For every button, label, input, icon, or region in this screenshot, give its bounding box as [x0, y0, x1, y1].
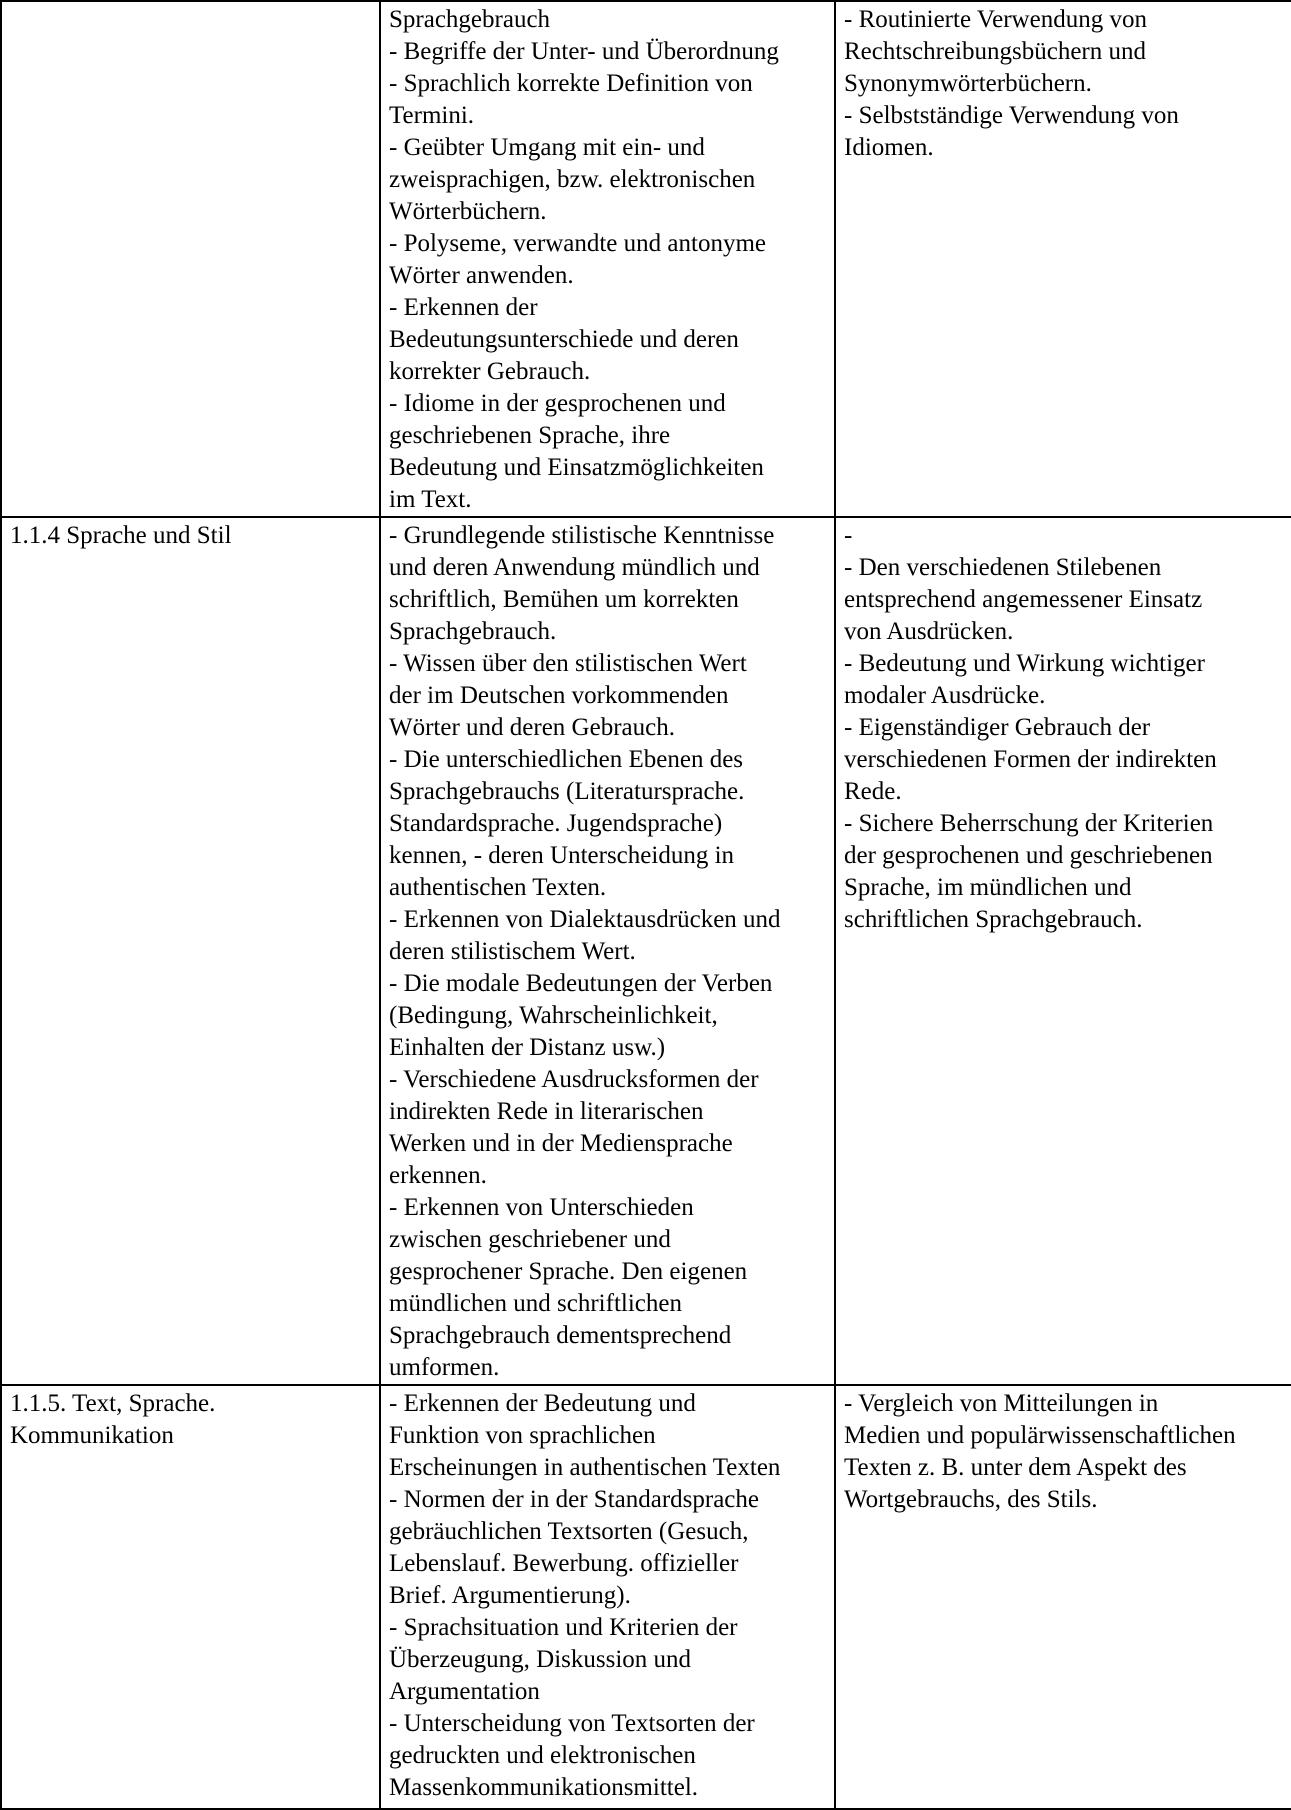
text-line: - Erkennen von Unterschieden	[389, 1194, 694, 1221]
text-line: - Grundlegende stilistische Kenntnisse	[389, 522, 775, 549]
text-line: - Wissen über den stilistischen Wert	[389, 650, 747, 677]
text-line: gebräuchlichen Textsorten (Gesuch,	[389, 1518, 749, 1545]
text-line: - Geübter Umgang mit ein- und	[389, 134, 705, 161]
text-line: Bedeutungsunterschiede und deren	[389, 326, 739, 353]
text-line: Texten z. B. unter dem Aspekt des	[844, 1454, 1187, 1481]
topic-cell	[1, 1385, 380, 1809]
content-cell	[380, 1, 835, 517]
text-line: Funktion von sprachlichen	[389, 1422, 656, 1449]
requirements-cell	[835, 1, 1291, 517]
text-line: Überzeugung, Diskussion und	[389, 1646, 692, 1673]
text-line: umformen.	[389, 1354, 500, 1381]
topic-cell	[1, 517, 380, 1385]
text-line: korrekter Gebrauch.	[389, 358, 591, 385]
text-line: - Unterscheidung von Textsorten der	[389, 1710, 755, 1737]
text-line: - Den verschiedenen Stilebenen	[844, 554, 1162, 581]
text-line: verschiedenen Formen der indirekten	[844, 746, 1217, 773]
text-line: - Begriffe der Unter- und Überordnung	[389, 38, 779, 65]
text-line: Sprachgebrauch	[389, 6, 551, 33]
text-line: der gesprochenen und geschriebenen	[844, 842, 1213, 869]
text-line: - Idiome in der gesprochenen und	[389, 390, 726, 417]
text-line: Einhalten der Distanz usw.)	[389, 1034, 666, 1061]
text-line: - Verschiedene Ausdrucksformen der	[389, 1066, 759, 1093]
text-line: 1.1.4 Sprache und Stil	[10, 522, 232, 549]
text-line: Massenkommunikationsmittel.	[389, 1774, 699, 1801]
text-line: indirekten Rede in literarischen	[389, 1098, 704, 1125]
text-line: gesprochener Sprache. Den eigenen	[389, 1258, 748, 1285]
text-line: Wörter anwenden.	[389, 262, 574, 289]
text-line: - Sprachsituation und Kriterien der	[389, 1614, 738, 1641]
text-line: - Sprachlich korrekte Definition von	[389, 70, 753, 97]
text-line: Bedeutung und Einsatzmöglichkeiten	[389, 454, 764, 481]
topic-cell	[1, 1, 380, 517]
text-line: von Ausdrücken.	[844, 618, 1014, 645]
text-line: entsprechend angemessener Einsatz	[844, 586, 1203, 613]
text-line: geschriebenen Sprache, ihre	[389, 422, 671, 449]
text-line: Medien und populärwissenschaftlichen	[844, 1422, 1236, 1449]
table-row	[1, 1, 1291, 517]
content-cell	[380, 517, 835, 1385]
text-line: - Erkennen von Dialektausdrücken und	[389, 906, 781, 933]
content-cell	[380, 1385, 835, 1809]
text-line: (Bedingung, Wahrscheinlichkeit,	[389, 1002, 718, 1029]
text-line: zwischen geschriebener und	[389, 1226, 671, 1253]
text-line: Sprachgebrauchs (Literatursprache.	[389, 778, 745, 805]
text-line: Sprachgebrauch dementsprechend	[389, 1322, 732, 1349]
text-line: Erscheinungen in authentischen Texten	[389, 1454, 781, 1481]
text-line: zweisprachigen, bzw. elektronischen	[389, 166, 756, 193]
text-line: Argumentation	[389, 1678, 540, 1705]
text-line: kennen, - deren Unterscheidung in	[389, 842, 735, 869]
text-line: schriftlichen Sprachgebrauch.	[844, 906, 1143, 933]
text-line: Sprachgebrauch.	[389, 618, 557, 645]
text-line: -	[844, 522, 853, 549]
text-line: Synonymwörterbüchern.	[844, 70, 1092, 97]
text-line: Sprache, im mündlichen und	[844, 874, 1132, 901]
text-line: 1.1.5. Text, Sprache.	[10, 1390, 216, 1417]
requirements-cell	[835, 517, 1291, 1385]
text-line: - Erkennen der Bedeutung und	[389, 1390, 696, 1417]
text-line: und deren Anwendung mündlich und	[389, 554, 760, 581]
text-line: - Vergleich von Mitteilungen in	[844, 1390, 1159, 1417]
text-line: Standardsprache. Jugendsprache)	[389, 810, 723, 837]
text-line: Rechtschreibungsbüchern und	[844, 38, 1147, 65]
text-line: mündlichen und schriftlichen	[389, 1290, 682, 1317]
text-line: deren stilistischem Wert.	[389, 938, 636, 965]
table-row	[1, 1385, 1291, 1809]
text-line: im Text.	[389, 486, 472, 513]
text-line: gedruckten und elektronischen	[389, 1742, 696, 1769]
text-line: Wörterbüchern.	[389, 198, 547, 225]
text-line: Rede.	[844, 778, 902, 805]
text-line: - Sichere Beherrschung der Kriterien	[844, 810, 1214, 837]
text-line: - Die unterschiedlichen Ebenen des	[389, 746, 744, 773]
text-line: - Bedeutung und Wirkung wichtiger	[844, 650, 1205, 677]
text-line: Kommunikation	[10, 1422, 174, 1449]
text-line: - Die modale Bedeutungen der Verben	[389, 970, 773, 997]
text-line: - Eigenständiger Gebrauch der	[844, 714, 1151, 741]
text-line: Lebenslauf. Bewerbung. offizieller	[389, 1550, 739, 1577]
text-line: - Routinierte Verwendung von	[844, 6, 1147, 33]
text-line: schriftlich, Bemühen um korrekten	[389, 586, 739, 613]
text-line: modaler Ausdrücke.	[844, 682, 1046, 709]
table-row	[1, 517, 1291, 1385]
text-line: - Selbstständige Verwendung von	[844, 102, 1179, 129]
text-line: Brief. Argumentierung).	[389, 1582, 631, 1609]
text-line: - Normen der in der Standardsprache	[389, 1486, 759, 1513]
text-line: - Polyseme, verwandte und antonyme	[389, 230, 766, 257]
text-line: der im Deutschen vorkommenden	[389, 682, 729, 709]
requirements-cell	[835, 1385, 1291, 1809]
text-line: - Erkennen der	[389, 294, 538, 321]
text-line: Termini.	[389, 102, 475, 129]
text-line: Wörter und deren Gebrauch.	[389, 714, 675, 741]
text-line: authentischen Texten.	[389, 874, 607, 901]
text-line: Werken und in der Mediensprache	[389, 1130, 733, 1157]
text-line: erkennen.	[389, 1162, 487, 1189]
text-line: Wortgebrauchs, des Stils.	[844, 1486, 1098, 1513]
text-line: Idiomen.	[844, 134, 934, 161]
